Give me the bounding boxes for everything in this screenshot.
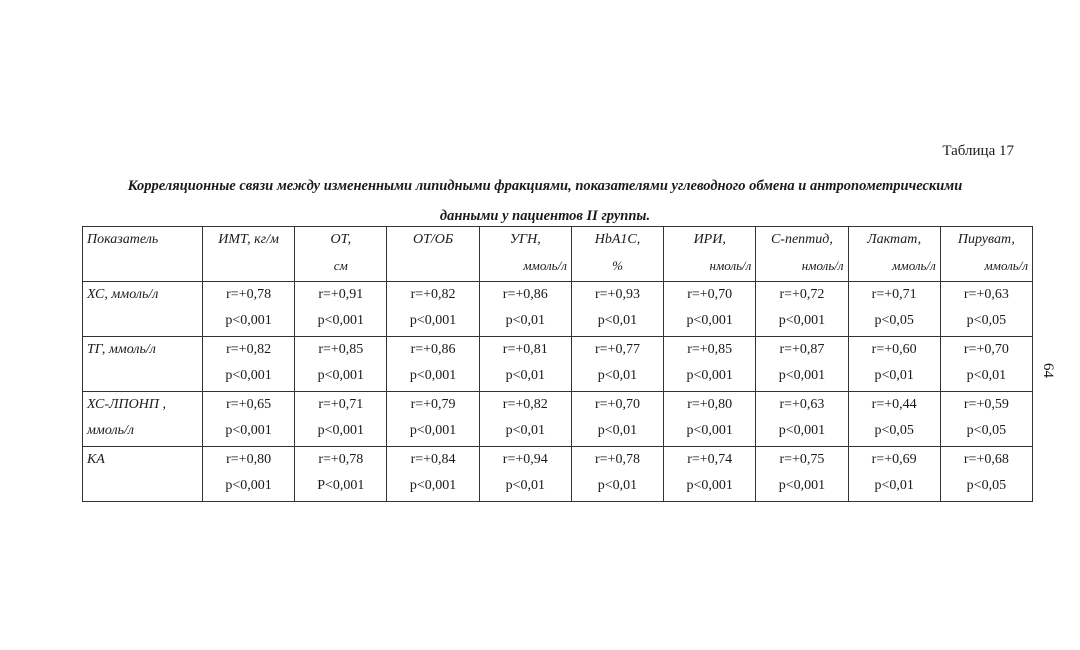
header-line1: ОТ/ОБ xyxy=(412,232,454,247)
table-row xyxy=(83,392,1033,447)
p-value: p<0,01 xyxy=(597,478,638,493)
correlation-cell xyxy=(479,337,571,392)
correlation-cell xyxy=(479,392,571,447)
r-value: r=+0,69 xyxy=(871,452,917,467)
r-value: r=+0,94 xyxy=(502,452,548,467)
correlation-cell xyxy=(940,337,1032,392)
correlation-cell xyxy=(940,392,1032,447)
p-value: p<0,001 xyxy=(778,368,826,383)
correlation-cell xyxy=(940,282,1032,337)
correlation-cell xyxy=(848,447,940,502)
r-value: r=+0,80 xyxy=(226,452,272,467)
r-value: r=+0,78 xyxy=(226,287,272,302)
correlation-cell xyxy=(848,282,940,337)
title-line-1: Корреляционные связи между измененными липидными фракциями, показателями углеводного обмена и антропометрическими xyxy=(127,178,963,194)
page-number: 64 xyxy=(1040,363,1056,378)
table-number: Таблица 17 xyxy=(942,143,1014,159)
p-value: p<0,001 xyxy=(409,478,457,493)
p-value: p<0,01 xyxy=(597,423,638,438)
header-cell xyxy=(387,227,479,282)
header-cell: Показатель xyxy=(83,227,203,282)
correlation-cell xyxy=(571,447,663,502)
header-line1: УГН, xyxy=(509,232,541,247)
r-value: r=+0,79 xyxy=(410,397,456,412)
r-value: r=+0,74 xyxy=(687,452,733,467)
header-cell xyxy=(479,227,571,282)
p-value: p<0,01 xyxy=(966,368,1007,383)
table-row xyxy=(83,282,1033,337)
p-value: p<0,001 xyxy=(778,423,826,438)
header-cell xyxy=(571,227,663,282)
r-value: r=+0,82 xyxy=(410,287,456,302)
correlation-cell xyxy=(387,282,479,337)
p-value: p<0,01 xyxy=(505,313,545,328)
correlation-cell xyxy=(387,337,479,392)
correlation-cell xyxy=(203,282,295,337)
header-cell xyxy=(664,227,756,282)
r-value: r=+0,85 xyxy=(318,342,364,357)
correlation-cell xyxy=(295,282,387,337)
row-label xyxy=(83,447,203,502)
p-value: p<0,01 xyxy=(597,313,638,328)
p-value: p<0,001 xyxy=(409,423,457,438)
p-value: p<0,001 xyxy=(225,423,272,438)
p-value: p<0,01 xyxy=(597,368,638,383)
correlation-cell xyxy=(203,392,295,447)
correlation-cell xyxy=(571,337,663,392)
table-row xyxy=(83,337,1033,392)
r-value: r=+0,63 xyxy=(963,287,1009,302)
correlation-cell xyxy=(571,392,663,447)
p-value: p<0,05 xyxy=(874,423,914,438)
r-value: r=+0,78 xyxy=(318,452,364,467)
r-value: r=+0,71 xyxy=(871,287,917,302)
r-value: r=+0,86 xyxy=(502,287,548,302)
correlation-cell xyxy=(664,337,756,392)
row-label-line1: КА xyxy=(87,452,105,467)
r-value: r=+0,44 xyxy=(871,397,917,412)
r-value: r=+0,68 xyxy=(963,452,1009,467)
p-value: p<0,001 xyxy=(778,478,826,493)
r-value: r=+0,70 xyxy=(963,342,1009,357)
correlation-cell xyxy=(940,447,1032,502)
row-label-line1: ХС, ммоль/л xyxy=(87,287,159,302)
header-line2: % xyxy=(612,258,623,273)
correlation-cell xyxy=(756,392,848,447)
p-value: p<0,01 xyxy=(505,423,545,438)
header-cell xyxy=(203,227,295,282)
r-value: r=+0,78 xyxy=(595,452,640,467)
correlation-cell xyxy=(756,282,848,337)
p-value: p<0,01 xyxy=(874,478,914,493)
correlation-cell xyxy=(203,447,295,502)
correlation-cell xyxy=(479,447,571,502)
correlation-cell xyxy=(664,447,756,502)
table-row xyxy=(83,447,1033,502)
correlation-cell xyxy=(756,447,848,502)
r-value: r=+0,87 xyxy=(779,342,825,357)
r-value: r=+0,59 xyxy=(963,397,1009,412)
r-value: r=+0,86 xyxy=(410,342,456,357)
p-value: p<0,001 xyxy=(225,313,272,328)
correlation-cell xyxy=(387,392,479,447)
correlation-cell xyxy=(756,337,848,392)
correlation-cell xyxy=(203,337,295,392)
row-label-line1: ТГ, ммоль/л xyxy=(87,342,156,357)
title-line-2: данными у пациентов II группы. xyxy=(439,208,651,224)
r-value: r=+0,82 xyxy=(502,397,548,412)
header-line1: Пируват, xyxy=(957,232,1015,247)
p-value: p<0,001 xyxy=(317,423,365,438)
p-value: p<0,05 xyxy=(966,478,1007,493)
header-line2: нмоль/л xyxy=(709,258,752,273)
r-value: r=+0,77 xyxy=(595,342,640,357)
r-value: r=+0,85 xyxy=(687,342,733,357)
r-value: r=+0,82 xyxy=(226,342,272,357)
r-value: r=+0,70 xyxy=(595,397,640,412)
r-value: r=+0,84 xyxy=(410,452,456,467)
r-value: r=+0,70 xyxy=(687,287,733,302)
p-value: p<0,001 xyxy=(225,478,272,493)
header-line1: ИРИ, xyxy=(693,232,726,247)
header-line1: С-пептид, xyxy=(770,232,833,247)
r-value: r=+0,60 xyxy=(871,342,917,357)
correlation-cell xyxy=(848,392,940,447)
header-line1: HbA1C, xyxy=(594,232,641,247)
correlation-cell xyxy=(571,282,663,337)
row-label xyxy=(83,282,203,337)
row-label xyxy=(83,337,203,392)
header-line1: Лактат, xyxy=(867,232,922,247)
r-value: r=+0,75 xyxy=(779,452,825,467)
header-line2: нмоль/л xyxy=(801,258,844,273)
p-value: p<0,01 xyxy=(505,368,545,383)
header-line1: ОТ, xyxy=(330,232,352,247)
header-cell xyxy=(848,227,940,282)
correlation-cell xyxy=(848,337,940,392)
correlation-cell xyxy=(479,282,571,337)
correlation-cell xyxy=(295,337,387,392)
p-value: p<0,001 xyxy=(225,368,272,383)
header-line2: см xyxy=(333,258,348,273)
p-value: p<0,001 xyxy=(317,368,365,383)
row-label xyxy=(83,392,203,447)
r-value: r=+0,63 xyxy=(779,397,825,412)
p-value: p<0,001 xyxy=(686,423,733,438)
correlation-cell xyxy=(664,392,756,447)
header-row xyxy=(83,227,1033,282)
header-cell xyxy=(756,227,848,282)
correlation-cell xyxy=(664,282,756,337)
header-line2: ммоль/л xyxy=(523,258,567,273)
header-line2: ммоль/л xyxy=(984,258,1028,273)
header-line1: ИМТ, кг/м xyxy=(218,232,279,247)
p-value: p<0,01 xyxy=(874,368,914,383)
p-value: p<0,05 xyxy=(874,313,914,328)
header-cell xyxy=(295,227,387,282)
r-value: r=+0,72 xyxy=(779,287,825,302)
p-value: p<0,05 xyxy=(966,423,1007,438)
row-label-line2: ммоль/л xyxy=(87,423,134,438)
correlation-cell xyxy=(295,392,387,447)
row-label-line1: ХС-ЛПОНП , xyxy=(87,397,166,412)
correlation-cell xyxy=(387,447,479,502)
p-value: p<0,05 xyxy=(966,313,1007,328)
p-value: P<0,001 xyxy=(317,478,365,493)
p-value: p<0,001 xyxy=(778,313,826,328)
p-value: p<0,001 xyxy=(686,368,733,383)
header-cell xyxy=(940,227,1032,282)
r-value: r=+0,91 xyxy=(318,287,364,302)
r-value: r=+0,65 xyxy=(226,397,272,412)
p-value: p<0,001 xyxy=(409,368,457,383)
p-value: p<0,001 xyxy=(409,313,457,328)
r-value: r=+0,80 xyxy=(687,397,733,412)
r-value: r=+0,81 xyxy=(502,342,548,357)
table-title xyxy=(40,171,1050,231)
correlation-table xyxy=(82,226,1033,502)
p-value: p<0,001 xyxy=(317,313,365,328)
p-value: p<0,001 xyxy=(686,478,733,493)
p-value: p<0,01 xyxy=(505,478,545,493)
r-value: r=+0,71 xyxy=(318,397,364,412)
header-line2: ммоль/л xyxy=(892,258,936,273)
correlation-cell xyxy=(295,447,387,502)
p-value: p<0,001 xyxy=(686,313,733,328)
r-value: r=+0,93 xyxy=(595,287,640,302)
